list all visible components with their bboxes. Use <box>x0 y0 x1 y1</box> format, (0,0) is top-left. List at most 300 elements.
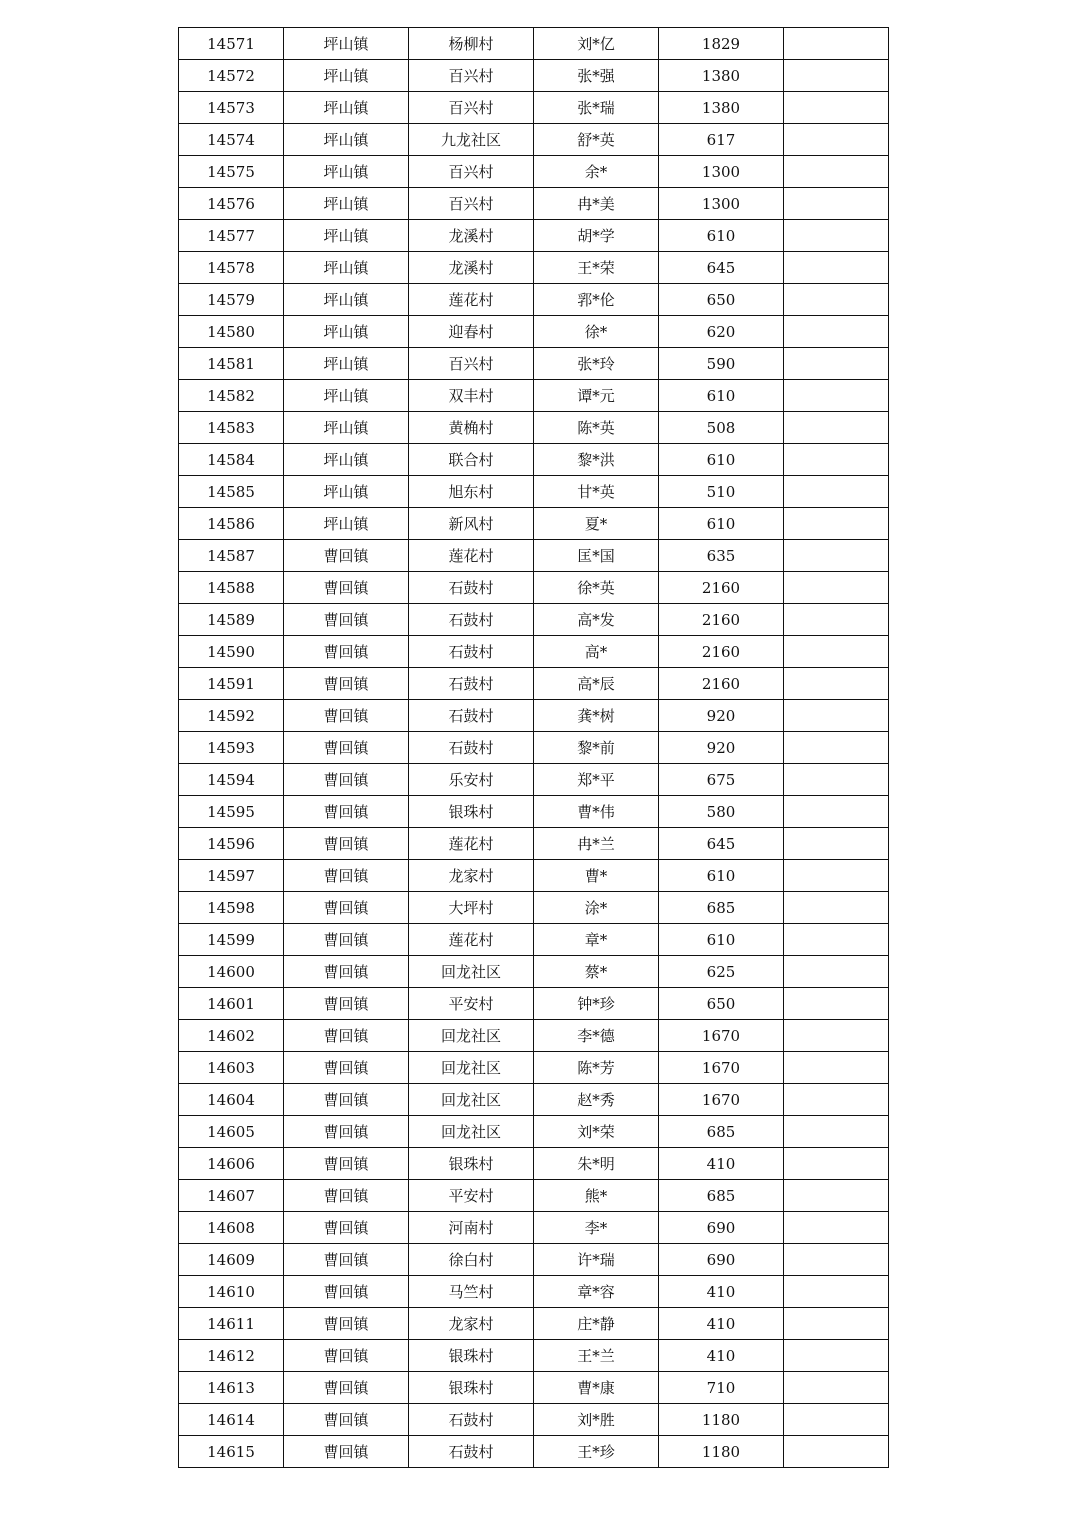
serial-cell: 14571 <box>179 28 284 60</box>
amount-cell: 410 <box>659 1340 784 1372</box>
village-cell: 双丰村 <box>409 380 534 412</box>
table-row <box>179 764 889 796</box>
remark-cell <box>784 252 889 284</box>
serial-cell: 14605 <box>179 1116 284 1148</box>
town-cell: 曹回镇 <box>284 828 409 860</box>
serial-cell: 14597 <box>179 860 284 892</box>
table-row <box>179 1372 889 1404</box>
serial-cell: 14583 <box>179 412 284 444</box>
table-row <box>179 124 889 156</box>
village-cell: 石鼓村 <box>409 700 534 732</box>
town-cell: 曹回镇 <box>284 1148 409 1180</box>
village-cell: 河南村 <box>409 1212 534 1244</box>
remark-cell <box>784 860 889 892</box>
table-row <box>179 604 889 636</box>
serial-cell: 14615 <box>179 1436 284 1468</box>
village-cell: 银珠村 <box>409 1372 534 1404</box>
table-row <box>179 444 889 476</box>
table-row <box>179 412 889 444</box>
table-row <box>179 924 889 956</box>
remark-cell <box>784 28 889 60</box>
table-row <box>179 1276 889 1308</box>
name-cell: 熊* <box>534 1180 659 1212</box>
town-cell: 曹回镇 <box>284 700 409 732</box>
table-row <box>179 988 889 1020</box>
town-cell: 坪山镇 <box>284 188 409 220</box>
town-cell: 曹回镇 <box>284 860 409 892</box>
name-cell: 徐* <box>534 316 659 348</box>
town-cell: 坪山镇 <box>284 444 409 476</box>
town-cell: 曹回镇 <box>284 1276 409 1308</box>
table-row <box>179 476 889 508</box>
serial-cell: 14573 <box>179 92 284 124</box>
name-cell: 郑*平 <box>534 764 659 796</box>
table-row <box>179 1180 889 1212</box>
name-cell: 黎*洪 <box>534 444 659 476</box>
village-cell: 联合村 <box>409 444 534 476</box>
amount-cell: 510 <box>659 476 784 508</box>
village-cell: 新风村 <box>409 508 534 540</box>
amount-cell: 1380 <box>659 92 784 124</box>
town-cell: 曹回镇 <box>284 636 409 668</box>
amount-cell: 1300 <box>659 156 784 188</box>
serial-cell: 14599 <box>179 924 284 956</box>
remark-cell <box>784 1340 889 1372</box>
serial-cell: 14609 <box>179 1244 284 1276</box>
serial-cell: 14576 <box>179 188 284 220</box>
village-cell: 石鼓村 <box>409 668 534 700</box>
town-cell: 坪山镇 <box>284 220 409 252</box>
name-cell: 黎*前 <box>534 732 659 764</box>
remark-cell <box>784 1116 889 1148</box>
remark-cell <box>784 1276 889 1308</box>
table-row <box>179 1308 889 1340</box>
table-row <box>179 796 889 828</box>
town-cell: 曹回镇 <box>284 1372 409 1404</box>
table-body <box>179 28 889 1468</box>
name-cell: 高* <box>534 636 659 668</box>
village-cell: 石鼓村 <box>409 1436 534 1468</box>
amount-cell: 675 <box>659 764 784 796</box>
amount-cell: 1180 <box>659 1404 784 1436</box>
village-cell: 石鼓村 <box>409 572 534 604</box>
name-cell: 匡*国 <box>534 540 659 572</box>
town-cell: 曹回镇 <box>284 1020 409 1052</box>
name-cell: 张*强 <box>534 60 659 92</box>
village-cell: 回龙社区 <box>409 1020 534 1052</box>
village-cell: 百兴村 <box>409 60 534 92</box>
remark-cell <box>784 188 889 220</box>
amount-cell: 410 <box>659 1308 784 1340</box>
table-row <box>179 860 889 892</box>
amount-cell: 650 <box>659 284 784 316</box>
name-cell: 张*玲 <box>534 348 659 380</box>
amount-cell: 2160 <box>659 604 784 636</box>
serial-cell: 14584 <box>179 444 284 476</box>
name-cell: 刘*荣 <box>534 1116 659 1148</box>
name-cell: 刘*亿 <box>534 28 659 60</box>
name-cell: 曹*伟 <box>534 796 659 828</box>
serial-cell: 14602 <box>179 1020 284 1052</box>
serial-cell: 14581 <box>179 348 284 380</box>
serial-cell: 14603 <box>179 1052 284 1084</box>
remark-cell <box>784 956 889 988</box>
serial-cell: 14601 <box>179 988 284 1020</box>
amount-cell: 410 <box>659 1276 784 1308</box>
serial-cell: 14590 <box>179 636 284 668</box>
amount-cell: 690 <box>659 1244 784 1276</box>
remark-cell <box>784 1404 889 1436</box>
town-cell: 坪山镇 <box>284 124 409 156</box>
amount-cell: 610 <box>659 924 784 956</box>
town-cell: 曹回镇 <box>284 988 409 1020</box>
remark-cell <box>784 892 889 924</box>
name-cell: 章*容 <box>534 1276 659 1308</box>
table-row <box>179 1244 889 1276</box>
table-row <box>179 1116 889 1148</box>
town-cell: 坪山镇 <box>284 316 409 348</box>
serial-cell: 14598 <box>179 892 284 924</box>
town-cell: 曹回镇 <box>284 668 409 700</box>
remark-cell <box>784 924 889 956</box>
serial-cell: 14587 <box>179 540 284 572</box>
remark-cell <box>784 412 889 444</box>
amount-cell: 580 <box>659 796 784 828</box>
amount-cell: 920 <box>659 700 784 732</box>
remark-cell <box>784 1020 889 1052</box>
town-cell: 坪山镇 <box>284 412 409 444</box>
town-cell: 曹回镇 <box>284 1116 409 1148</box>
remark-cell <box>784 508 889 540</box>
remark-cell <box>784 1084 889 1116</box>
town-cell: 曹回镇 <box>284 764 409 796</box>
amount-cell: 410 <box>659 1148 784 1180</box>
name-cell: 赵*秀 <box>534 1084 659 1116</box>
village-cell: 石鼓村 <box>409 1404 534 1436</box>
remark-cell <box>784 1372 889 1404</box>
serial-cell: 14606 <box>179 1148 284 1180</box>
serial-cell: 14572 <box>179 60 284 92</box>
name-cell: 王*珍 <box>534 1436 659 1468</box>
town-cell: 曹回镇 <box>284 572 409 604</box>
village-cell: 九龙社区 <box>409 124 534 156</box>
serial-cell: 14591 <box>179 668 284 700</box>
table-row <box>179 188 889 220</box>
amount-cell: 685 <box>659 1116 784 1148</box>
town-cell: 坪山镇 <box>284 380 409 412</box>
table-row <box>179 316 889 348</box>
serial-cell: 14600 <box>179 956 284 988</box>
table-row <box>179 92 889 124</box>
serial-cell: 14575 <box>179 156 284 188</box>
village-cell: 黄桷村 <box>409 412 534 444</box>
name-cell: 陈*芳 <box>534 1052 659 1084</box>
village-cell: 银珠村 <box>409 1148 534 1180</box>
amount-cell: 690 <box>659 1212 784 1244</box>
serial-cell: 14577 <box>179 220 284 252</box>
amount-cell: 1670 <box>659 1052 784 1084</box>
amount-cell: 610 <box>659 860 784 892</box>
name-cell: 徐*英 <box>534 572 659 604</box>
table-row <box>179 1052 889 1084</box>
amount-cell: 710 <box>659 1372 784 1404</box>
remark-cell <box>784 1148 889 1180</box>
serial-cell: 14592 <box>179 700 284 732</box>
village-cell: 百兴村 <box>409 188 534 220</box>
village-cell: 大坪村 <box>409 892 534 924</box>
town-cell: 坪山镇 <box>284 92 409 124</box>
remark-cell <box>784 476 889 508</box>
table-row <box>179 1436 889 1468</box>
remark-cell <box>784 60 889 92</box>
name-cell: 舒*英 <box>534 124 659 156</box>
remark-cell <box>784 124 889 156</box>
serial-cell: 14612 <box>179 1340 284 1372</box>
name-cell: 曹*康 <box>534 1372 659 1404</box>
amount-cell: 635 <box>659 540 784 572</box>
amount-cell: 645 <box>659 828 784 860</box>
name-cell: 曹* <box>534 860 659 892</box>
name-cell: 涂* <box>534 892 659 924</box>
town-cell: 曹回镇 <box>284 796 409 828</box>
amount-cell: 620 <box>659 316 784 348</box>
village-cell: 银珠村 <box>409 1340 534 1372</box>
name-cell: 高*辰 <box>534 668 659 700</box>
serial-cell: 14588 <box>179 572 284 604</box>
table-row <box>179 156 889 188</box>
amount-cell: 617 <box>659 124 784 156</box>
name-cell: 刘*胜 <box>534 1404 659 1436</box>
town-cell: 曹回镇 <box>284 1404 409 1436</box>
remark-cell <box>784 1212 889 1244</box>
amount-cell: 1670 <box>659 1084 784 1116</box>
name-cell: 郛*伦 <box>534 284 659 316</box>
remark-cell <box>784 828 889 860</box>
village-cell: 银珠村 <box>409 796 534 828</box>
name-cell: 王*兰 <box>534 1340 659 1372</box>
name-cell: 蔡* <box>534 956 659 988</box>
remark-cell <box>784 572 889 604</box>
amount-cell: 2160 <box>659 636 784 668</box>
amount-cell: 1380 <box>659 60 784 92</box>
table-row <box>179 892 889 924</box>
table-row <box>179 508 889 540</box>
amount-cell: 685 <box>659 1180 784 1212</box>
name-cell: 章* <box>534 924 659 956</box>
amount-cell: 1300 <box>659 188 784 220</box>
town-cell: 坪山镇 <box>284 28 409 60</box>
village-cell: 石鼓村 <box>409 732 534 764</box>
town-cell: 曹回镇 <box>284 1180 409 1212</box>
remark-cell <box>784 380 889 412</box>
table-row <box>179 1212 889 1244</box>
village-cell: 回龙社区 <box>409 956 534 988</box>
table-row <box>179 380 889 412</box>
village-cell: 乐安村 <box>409 764 534 796</box>
town-cell: 曹回镇 <box>284 732 409 764</box>
table-row <box>179 252 889 284</box>
town-cell: 曹回镇 <box>284 540 409 572</box>
town-cell: 曹回镇 <box>284 1436 409 1468</box>
remark-cell <box>784 220 889 252</box>
town-cell: 曹回镇 <box>284 1084 409 1116</box>
town-cell: 坪山镇 <box>284 60 409 92</box>
table-row <box>179 60 889 92</box>
town-cell: 坪山镇 <box>284 348 409 380</box>
table-row <box>179 668 889 700</box>
name-cell: 胡*学 <box>534 220 659 252</box>
serial-cell: 14596 <box>179 828 284 860</box>
village-cell: 莲花村 <box>409 284 534 316</box>
serial-cell: 14608 <box>179 1212 284 1244</box>
remark-cell <box>784 700 889 732</box>
table-row <box>179 28 889 60</box>
table-row <box>179 828 889 860</box>
town-cell: 曹回镇 <box>284 1244 409 1276</box>
table-row <box>179 956 889 988</box>
name-cell: 冉*兰 <box>534 828 659 860</box>
town-cell: 曹回镇 <box>284 924 409 956</box>
data-table <box>178 27 889 1468</box>
village-cell: 石鼓村 <box>409 604 534 636</box>
table-row <box>179 572 889 604</box>
town-cell: 坪山镇 <box>284 476 409 508</box>
table-row <box>179 732 889 764</box>
amount-cell: 2160 <box>659 668 784 700</box>
serial-cell: 14578 <box>179 252 284 284</box>
name-cell: 李*德 <box>534 1020 659 1052</box>
name-cell: 高*发 <box>534 604 659 636</box>
town-cell: 曹回镇 <box>284 604 409 636</box>
serial-cell: 14604 <box>179 1084 284 1116</box>
serial-cell: 14582 <box>179 380 284 412</box>
amount-cell: 1829 <box>659 28 784 60</box>
remark-cell <box>784 1052 889 1084</box>
village-cell: 马竺村 <box>409 1276 534 1308</box>
remark-cell <box>784 156 889 188</box>
village-cell: 平安村 <box>409 988 534 1020</box>
town-cell: 坪山镇 <box>284 156 409 188</box>
remark-cell <box>784 764 889 796</box>
serial-cell: 14595 <box>179 796 284 828</box>
serial-cell: 14585 <box>179 476 284 508</box>
village-cell: 百兴村 <box>409 348 534 380</box>
table-row <box>179 1340 889 1372</box>
village-cell: 龙家村 <box>409 1308 534 1340</box>
town-cell: 坪山镇 <box>284 284 409 316</box>
name-cell: 余* <box>534 156 659 188</box>
village-cell: 回龙社区 <box>409 1084 534 1116</box>
remark-cell <box>784 796 889 828</box>
village-cell: 莲花村 <box>409 540 534 572</box>
remark-cell <box>784 1180 889 1212</box>
name-cell: 钟*珍 <box>534 988 659 1020</box>
amount-cell: 2160 <box>659 572 784 604</box>
remark-cell <box>784 348 889 380</box>
serial-cell: 14574 <box>179 124 284 156</box>
remark-cell <box>784 316 889 348</box>
table-row <box>179 1020 889 1052</box>
amount-cell: 610 <box>659 380 784 412</box>
name-cell: 庄*静 <box>534 1308 659 1340</box>
remark-cell <box>784 668 889 700</box>
remark-cell <box>784 284 889 316</box>
table-row <box>179 540 889 572</box>
remark-cell <box>784 988 889 1020</box>
village-cell: 回龙社区 <box>409 1052 534 1084</box>
name-cell: 冉*美 <box>534 188 659 220</box>
amount-cell: 650 <box>659 988 784 1020</box>
village-cell: 平安村 <box>409 1180 534 1212</box>
village-cell: 百兴村 <box>409 156 534 188</box>
table-row <box>179 636 889 668</box>
remark-cell <box>784 1244 889 1276</box>
village-cell: 徐白村 <box>409 1244 534 1276</box>
table-row <box>179 700 889 732</box>
name-cell: 夏* <box>534 508 659 540</box>
town-cell: 坪山镇 <box>284 508 409 540</box>
remark-cell <box>784 1308 889 1340</box>
amount-cell: 590 <box>659 348 784 380</box>
amount-cell: 625 <box>659 956 784 988</box>
village-cell: 百兴村 <box>409 92 534 124</box>
village-cell: 龙溪村 <box>409 252 534 284</box>
remark-cell <box>784 444 889 476</box>
name-cell: 许*瑞 <box>534 1244 659 1276</box>
town-cell: 曹回镇 <box>284 892 409 924</box>
serial-cell: 14586 <box>179 508 284 540</box>
table-row <box>179 348 889 380</box>
village-cell: 杨柳村 <box>409 28 534 60</box>
amount-cell: 1180 <box>659 1436 784 1468</box>
name-cell: 王*荣 <box>534 252 659 284</box>
village-cell: 石鼓村 <box>409 636 534 668</box>
amount-cell: 610 <box>659 220 784 252</box>
amount-cell: 645 <box>659 252 784 284</box>
village-cell: 迎春村 <box>409 316 534 348</box>
table-row <box>179 284 889 316</box>
town-cell: 曹回镇 <box>284 1340 409 1372</box>
serial-cell: 14610 <box>179 1276 284 1308</box>
town-cell: 曹回镇 <box>284 956 409 988</box>
village-cell: 莲花村 <box>409 828 534 860</box>
serial-cell: 14607 <box>179 1180 284 1212</box>
name-cell: 陈*英 <box>534 412 659 444</box>
amount-cell: 610 <box>659 444 784 476</box>
amount-cell: 1670 <box>659 1020 784 1052</box>
table-row <box>179 1148 889 1180</box>
town-cell: 坪山镇 <box>284 252 409 284</box>
name-cell: 张*瑞 <box>534 92 659 124</box>
name-cell: 朱*明 <box>534 1148 659 1180</box>
name-cell: 甘*英 <box>534 476 659 508</box>
village-cell: 回龙社区 <box>409 1116 534 1148</box>
town-cell: 曹回镇 <box>284 1212 409 1244</box>
amount-cell: 685 <box>659 892 784 924</box>
amount-cell: 610 <box>659 508 784 540</box>
remark-cell <box>784 1436 889 1468</box>
serial-cell: 14580 <box>179 316 284 348</box>
serial-cell: 14593 <box>179 732 284 764</box>
serial-cell: 14594 <box>179 764 284 796</box>
serial-cell: 14614 <box>179 1404 284 1436</box>
village-cell: 莲花村 <box>409 924 534 956</box>
serial-cell: 14589 <box>179 604 284 636</box>
remark-cell <box>784 604 889 636</box>
remark-cell <box>784 92 889 124</box>
village-cell: 龙家村 <box>409 860 534 892</box>
serial-cell: 14579 <box>179 284 284 316</box>
